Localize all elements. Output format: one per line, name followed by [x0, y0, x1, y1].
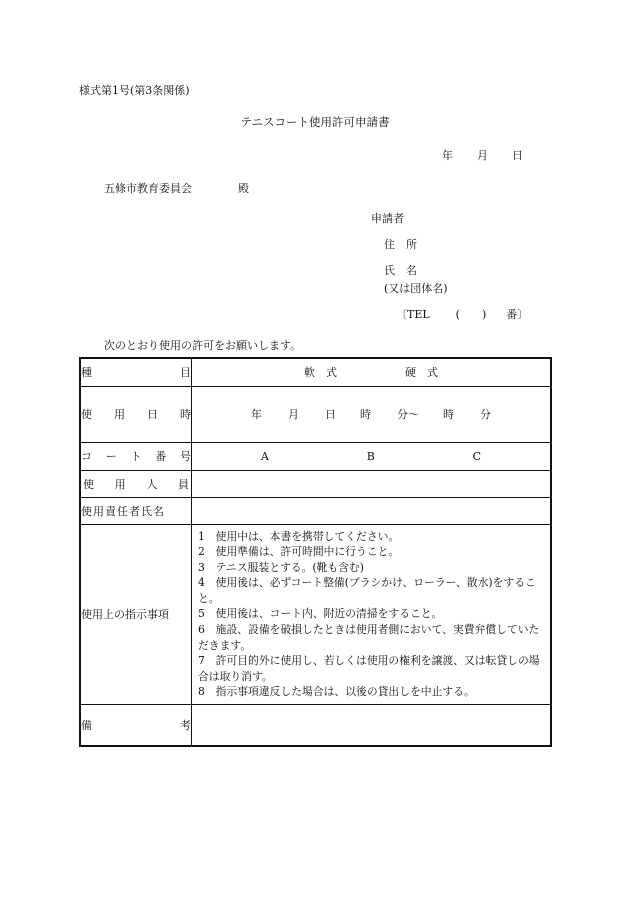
users-label: 使 用 人 員 — [80, 470, 192, 497]
form-number: 様式第1号(第3条関係) — [79, 84, 190, 97]
instruction-item: 4 使用後は、必ずコート整備(ブラシかけ、ローラー、散水)をすること。 — [198, 576, 536, 605]
addressee-name: 五條市教育委員会 — [104, 182, 192, 195]
instruction-item: 1 使用中は、本書を携帯してください。 — [198, 529, 400, 543]
instruction-item: 5 使用後は、コート内、附近の清掃をすること。 — [198, 607, 443, 621]
instruction-item: 2 使用準備は、許可時間中に行うこと。 — [198, 545, 400, 559]
tel-paren-close: ) — [481, 308, 487, 321]
datetime-label: 使 用 日 時 — [80, 386, 192, 442]
row-users — [80, 470, 551, 497]
instructions-label: 使用上の指示事項 — [80, 524, 192, 705]
responsible-person-field[interactable] — [192, 497, 552, 524]
court-a[interactable]: A — [260, 449, 269, 463]
group-name-label: (又は団体名) — [384, 282, 448, 295]
date-month: 月 — [477, 149, 488, 162]
instruction-item: 6 施設、設備を破損したときは使用者側において、実費弁償していただきます。 — [198, 623, 540, 652]
instruction-item: 3 テニス服装とする。(靴も含む) — [198, 560, 365, 574]
type-hard[interactable]: 硬 式 — [405, 366, 438, 380]
remarks-field[interactable] — [192, 705, 552, 746]
row-responsible-person — [80, 497, 551, 524]
instructions-list — [192, 525, 550, 705]
applicant-label: 申請者 — [371, 212, 404, 225]
court-b[interactable]: B — [366, 449, 375, 463]
row-court — [80, 442, 551, 470]
type-soft[interactable]: 軟 式 — [304, 366, 337, 380]
application-table — [79, 357, 552, 747]
date-line — [442, 147, 547, 163]
remarks-label: 備 考 — [80, 705, 192, 746]
row-remarks — [80, 705, 551, 746]
users-field[interactable] — [192, 470, 552, 497]
tel-paren-open: ( — [455, 308, 460, 321]
name-label: 氏 名 — [384, 264, 417, 277]
document-title: テニスコート使用許可申請書 — [240, 115, 390, 129]
responsible-person-label: 使用責任者氏名 — [80, 497, 192, 524]
tel-line — [396, 306, 528, 322]
datetime-value[interactable]: 年 月 日 時 分〜 時 分 — [192, 386, 552, 442]
addressee-honorific: 殿 — [238, 182, 249, 195]
addressee — [104, 180, 249, 196]
row-type — [80, 358, 551, 386]
court-value[interactable] — [192, 442, 552, 470]
instructions-list-cell — [192, 524, 552, 705]
type-label: 種 目 — [80, 358, 192, 386]
instruction-item: 8 指示事項違反した場合は、以後の貸出しを中止する。 — [198, 685, 475, 699]
court-label: コ ー ト 番 号 — [80, 442, 192, 470]
tel-open: 〔TEL — [396, 308, 430, 321]
court-c[interactable]: C — [472, 449, 482, 463]
instruction-item: 7 許可目的外に使用し、若しくは使用の権利を譲渡、又は転貸しの場合は取り消す。 — [198, 654, 540, 683]
date-year: 年 — [442, 149, 453, 162]
tel-close: 番〕 — [506, 308, 529, 321]
request-text: 次のとおり使用の許可をお願いします。 — [104, 339, 302, 352]
type-value[interactable] — [192, 358, 552, 386]
date-day: 日 — [512, 149, 523, 162]
address-label: 住 所 — [384, 238, 417, 251]
row-datetime — [80, 386, 551, 442]
row-instructions — [80, 524, 551, 705]
